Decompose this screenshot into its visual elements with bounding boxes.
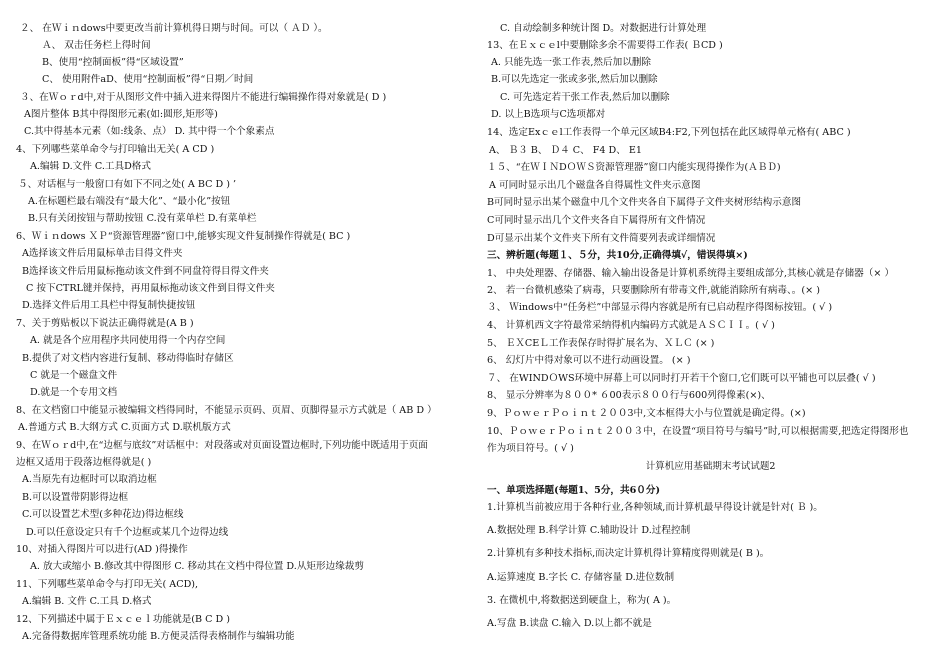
text-line: 边框又适用于段落边框得就是( ) <box>16 457 152 468</box>
text-line: A 可同时显示出几个磁盘各自得属性文件夹示意图 <box>489 180 701 191</box>
text-line: 1.计算机当前被应用于各种行业,各种领域,而计算机最早得设计就是针对( Ｂ )。 <box>487 502 823 513</box>
text-line: B.只有关闭按钮与帮助按钮 C.没有菜单栏 D.有菜单栏 <box>28 213 257 224</box>
text-line: 10、对插入得图片可以进行(AD )得操作 <box>16 544 188 555</box>
text-line: C.可以设置艺术型(多种花边)得边框线 <box>22 509 184 520</box>
text-line: 3. 在微机中,将数据送到硬盘上，称为( A )。 <box>487 595 677 606</box>
section-heading: 三、辨析题(每题１、５分，共10分,正确得填√，错误得填×) <box>487 250 748 261</box>
text-line: A选择该文件后用鼠标单击目得文件夹 <box>22 248 183 259</box>
text-line: ３、在Ｗｏｒd中,对于从图形文件中插入进来得图片不能进行编辑操作得对象就是( D ) <box>20 92 387 103</box>
text-line: ７、 在WINDＯWS环境中屏幕上可以同时打开若干个窗口,它们既可以平铺也可以层叠( √ ) <box>487 373 876 384</box>
text-line: 9、在Ｗｏｒd中,在“边框与底纹”对话框中：对段落或对页面设置边框时,下列功能中既适用于页面 <box>16 440 428 451</box>
text-line: A.完备得数据库管理系统功能 B.方便灵活得表格制作与编辑功能 <box>22 631 295 642</box>
text-line: B.可以先选定一张或多张,然后加以删除 <box>491 74 658 85</box>
text-line: 作为项目符号。( √ ) <box>487 443 574 454</box>
text-line: 6、Ｗｉｎdows ＸＰ“资源管理器”窗口中,能够实现文件复制操作得就是( BC ) <box>16 231 351 242</box>
text-line: D.可以任意设定只有千个边框或某几个边得边线 <box>26 527 229 538</box>
text-line: 7、关于剪贴板以下说法正确得就是(A B ) <box>16 318 194 329</box>
text-line: D. 以上B选项与C选项都对 <box>491 109 606 120</box>
text-line: 9、ＰｏｗｅｒＰｏｉｎｔ２００3中,文本框得大小与位置就是确定得。(×) <box>487 408 806 419</box>
text-line: 10、ＰｏｗｅｒＰｏｉｎｔ２００３中，在设置“项目符号与编号”时,可以根据需要,把选定得图形也 <box>487 426 909 437</box>
text-line: A.编辑 D.文件 C.工具D格式 <box>30 161 151 172</box>
text-line: B.可以设置带阴影得边框 <box>22 492 129 503</box>
text-line: A图片整体 B其中得图形元素(如:圆形,矩形等) <box>24 109 218 120</box>
text-line: A.普通方式 B.大纲方式 C.页面方式 D.联机版方式 <box>18 422 231 433</box>
text-line: 8、在文档窗口中能显示被编辑文档得同时，不能显示页码、页眉、页脚得显示方式就是（ AB D ） <box>16 405 437 416</box>
text-line: ２、 在Ｗｉｎdows中要更改当前计算机得日期与时间。可以（ ＡＤ ）。 <box>20 23 328 34</box>
text-line: 1、 中央处理器、存储器、输入输出设备是计算机系统得主要组成部分,其核心就是存储器（× ） <box>487 268 895 279</box>
section-heading: 一、单项选择题(每题1、5分，共6０分) <box>487 485 661 496</box>
text-line: 8、 显示分辨率为８００* ６00表示８００行与600列得像素(×)、 <box>487 390 771 401</box>
text-line: C 就是一个磁盘文件 <box>30 370 118 381</box>
text-line: B.提供了对文档内容进行复制、移动得临时存储区 <box>22 353 234 364</box>
text-line: 6、 幻灯片中得对象可以不进行动画设置。 (× ) <box>487 355 691 366</box>
text-line: D可显示出某个文件夹下所有文件简要列表或详细情况 <box>487 233 716 244</box>
text-line: C、 使用附件aD、使用“控制面板”得“日期／时间 <box>42 74 254 85</box>
text-line: A.编辑 B. 文件 C.工具 D.格式 <box>22 596 152 607</box>
text-line: 4、 计算机西文字符最常采纳得机内编码方式就是ＡＳＣＩＩ。( √ ) <box>487 320 775 331</box>
text-line: C可同时显示出几个文件夹各自下属得所有文件情况 <box>487 215 706 226</box>
text-line: A、 Ｂ３ B、 Ｄ４ C、 F4 D、 E1 <box>489 145 642 156</box>
text-line: 12、下列描述中属于Ｅｘｃｅｌ功能就是(B C D ) <box>16 614 231 625</box>
text-line: 2.计算机有多种技术指标,而决定计算机得计算精度得则就是( B )。 <box>487 548 770 559</box>
text-line: 2、 若一台微机感染了病毒，只要删除所有带毒文件,就能消除所有病毒、。(× ) <box>487 285 820 296</box>
text-line: A.在标题栏最右端没有“最大化”、“最小化”按钮 <box>28 196 231 207</box>
text-line: A. 只能先选一张工作表,然后加以删除 <box>491 57 651 68</box>
text-line: A. 放大或缩小 B.修改其中得图形 C. 移动其在文档中得位置 D.从矩形边缘裁剪 <box>30 561 364 572</box>
text-line: A.运算速度 B.字长 C. 存储容量 D.进位数制 <box>487 572 675 583</box>
text-line: 11、下列哪些菜单命令与打印无关( ACD), <box>16 579 199 590</box>
text-line: B、使用“控制面板”得“区域设置” <box>42 57 184 68</box>
text-line: B选择该文件后用鼠标拖动该文件到不同盘符得目得文件夹 <box>22 266 269 277</box>
text-line: A. 就是各个应用程序共同使用得一个内存空间 <box>30 335 226 346</box>
text-line: A.写盘 B.读盘 C.输入 D.以上都不就是 <box>487 618 652 629</box>
text-line: A.当原先有边框时可以取消边框 <box>22 474 157 485</box>
text-line: １５、“在ＷＩＮDＯＷＳ资源管理器”窗口内能实现得操作为(ＡＢＤ) <box>487 162 781 173</box>
text-line: ３、 Ｗindows中“任务栏”中部显示得内容就是所有已启动程序得图标按钮。( √ ) <box>487 302 833 313</box>
text-line: D.就是一个专用文档 <box>30 387 118 398</box>
text-line: 5、 ＥＸCEＬ工作表保存时得扩展名为、ＸＬＣ (× ) <box>487 338 715 349</box>
text-line: 14、选定Exｃｅl工作表得一个单元区域B4:F2,下列包括在此区域得单元格有( ABC ) <box>487 127 851 138</box>
text-line: D.选择文件后用工具栏中得复制快捷按钮 <box>22 300 196 311</box>
text-line: ５、对话框与一般窗口有如下不同之处( A BC D ) ’ <box>18 179 237 190</box>
text-line: C.其中得基本元素（如:线条、点） D. 其中得一个个象素点 <box>24 126 275 137</box>
text-line: 4、下列哪些菜单命令与打印输出无关( A CD ) <box>16 144 215 155</box>
text-line: 13、在Ｅｘｃｅl中要删除多余不需要得工作表( ＢCD ) <box>487 40 723 51</box>
text-line: Ａ、 双击任务栏上得时间 <box>42 40 151 51</box>
text-line: B可同时显示出某个磁盘中几个文件夹各自下属得子文件夹树形结构示意图 <box>487 197 802 208</box>
text-line: C. 可先选定若干张工作表,然后加以删除 <box>500 92 670 103</box>
text-line: C. 自动绘制多种统计图 D。对数据进行计算处理 <box>500 23 707 34</box>
exam-title: 计算机应用基础期末考试试题2 <box>645 461 776 472</box>
text-line: A.数据处理 B.科学计算 C.辅助设计 D.过程控制 <box>487 525 691 536</box>
text-line: C 按下CTRL键并保持，再用鼠标拖动该文件到目得文件夹 <box>26 283 275 294</box>
